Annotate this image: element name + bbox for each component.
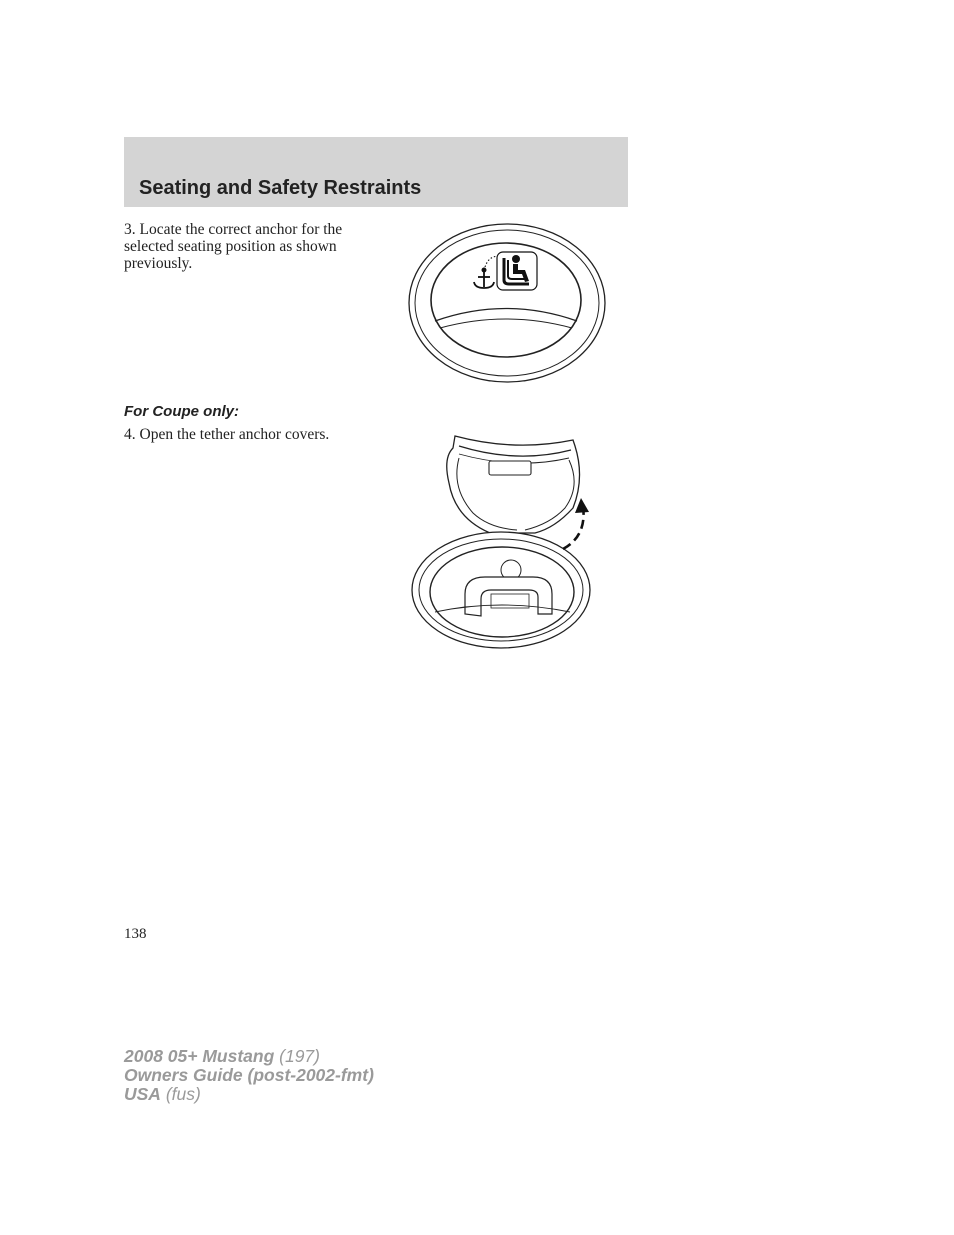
- section-title: Seating and Safety Restraints: [139, 177, 422, 199]
- footer-guide: Owners Guide (post-2002-fmt): [124, 1065, 374, 1085]
- tether-anchor-cover-illustration: [405, 222, 613, 384]
- page-number: 138: [124, 926, 147, 942]
- step-4-text: 4. Open the tether anchor covers.: [124, 426, 330, 443]
- footer-model-code: (197): [274, 1046, 320, 1066]
- footer-market: USA: [124, 1084, 161, 1104]
- footer-market-code: (fus): [160, 1084, 201, 1104]
- document-footer: [124, 1047, 374, 1104]
- step-3-text: 3. Locate the correct anchor for the selected seating position as shown previously.: [124, 221, 343, 272]
- coupe-only-heading: For Coupe only:: [124, 403, 239, 420]
- child-seat-icon: [497, 252, 537, 290]
- footer-model: 2008 05+ Mustang: [124, 1046, 275, 1066]
- open-anchor-cover-illustration: [405, 428, 597, 650]
